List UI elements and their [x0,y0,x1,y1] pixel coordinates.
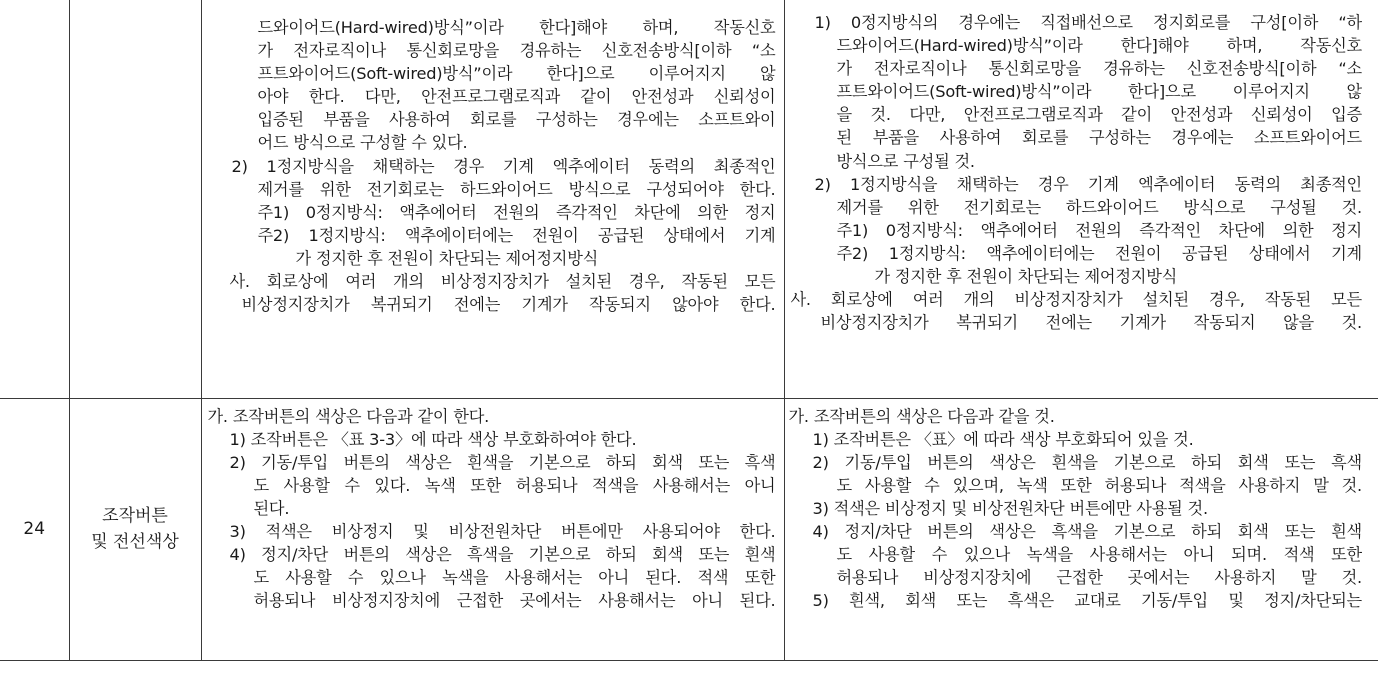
current-text-cell [201,0,784,398]
text-line: 제거를 위한 전기회로는 하드와이어드 방식으로 구성되어야 한다. [257,179,776,199]
text-line: 3) 적색은 비상정지 및 비상전원차단 버튼에만 사용되어야 한다. [229,521,776,541]
item-title-cell [69,0,201,398]
text-line: 2) 1정지방식을 채택하는 경우 기계 엑추에이터 동력의 최종적인 [814,174,1362,194]
text-line: 가 전자로직이나 통신회로망을 경유하는 신호전송방식[이하 “소 [257,41,776,61]
item-title-line: 및 전선색상 [91,532,179,552]
text-line: 주2) 1정지방식: 액추에이터에는 전원이 공급된 상태에서 기계 [257,225,776,245]
text-line: 프트와이어드(Soft-wired)방식”이라 한다]으로 이루어지지 않 [836,82,1362,102]
text-line: 4) 정지/차단 버튼의 색상은 흑색을 기본으로 하되 회색 또는 흰색 [812,521,1362,541]
text-line: 가 정지한 후 전원이 차단되는 제어정지방식 [295,248,599,268]
text-line: 도 사용할 수 있다. 녹색 또한 허용되나 적색을 사용해서는 아니 [253,475,776,495]
revised-text-cell [784,398,1378,660]
text-line: 가. 조작버튼의 색상은 다음과 같을 것. [788,406,1055,426]
text-line: 입증된 부품을 사용하여 회로를 구성하는 경우에는 소프트와이 [257,110,776,130]
text-line: 아야 한다. 다만, 안전프로그램로직과 같이 안전성과 신뢰성이 [257,87,776,107]
text-line: 5) 흰색, 회색 또는 흑색은 교대로 기동/투입 및 정지/차단되는 [812,591,1362,611]
item-number-cell [0,0,69,398]
text-line: 1) 조작버튼은 〈표 3-3〉에 따라 색상 부호화하여야 한다. [229,429,637,449]
text-line: 사. 회로상에 여러 개의 비상정지장치가 설치된 경우, 작동된 모든 [790,290,1362,310]
text-line: 사. 회로상에 여러 개의 비상정지장치가 설치된 경우, 작동된 모든 [229,272,776,292]
text-line: 어드 방식으로 구성할 수 있다. [257,133,468,153]
text-line: 허용되나 비상정지장치에 근접한 곳에서는 사용하지 말 것. [836,568,1362,588]
item-number: 24 [23,519,46,539]
current-text-cell [201,398,784,660]
text-line: 을 것. 다만, 안전프로그램로직과 같이 안전성과 신뢰성이 입증 [836,105,1362,125]
text-line: 주1) 0정지방식: 액추에어터 전원의 즉각적인 차단에 의한 정지 [257,202,776,222]
text-line: 허용되나 비상정지장치에 근접한 곳에서는 사용해서는 아니 된다. [253,591,776,611]
text-line: 도 사용할 수 있으나 녹색을 사용해서는 아니 되며. 적색 또한 [836,545,1362,565]
table-row [0,398,1378,660]
text-line: 제거를 위한 전기회로는 하드와이어드 방식으로 구성될 것. [836,197,1362,217]
item-number-cell [0,398,69,660]
text-line: 비상정지장치가 복귀되기 전에는 기계가 작동되지 않을 것. [820,313,1362,333]
text-line: 된다. [253,498,290,518]
text-line: 1) 조작버튼은 〈표〉에 따라 색상 부호화되어 있을 것. [812,429,1194,449]
text-line: 주1) 0정지방식: 액추에어터 전원의 즉각적인 차단에 의한 정지 [836,220,1362,240]
text-line: 프트와이어드(Soft-wired)방식”이라 한다]으로 이루어지지 않 [257,64,776,84]
text-line: 4) 정지/차단 버튼의 색상은 흑색을 기본으로 하되 회색 또는 흰색 [229,545,776,565]
text-line: 가 전자로직이나 통신회로망을 경유하는 신호전송방식[이하 “소 [836,59,1362,79]
text-line: 드와이어드(Hard-wired)방식”이라 한다]해야 하며, 작동신호 [257,18,776,37]
item-title-cell [69,398,201,660]
text-line: 드와이어드(Hard-wired)방식”이라 한다]해야 하며, 작동신호 [836,36,1362,56]
item-title-line: 조작버튼 [102,506,168,526]
text-line: 주2) 1정지방식: 액추에이터에는 전원이 공급된 상태에서 기계 [836,243,1362,263]
text-line: 2) 1정지방식을 채택하는 경우 기계 엑추에이터 동력의 최종적인 [231,156,776,176]
text-line: 비상정지장치가 복귀되기 전에는 기계가 작동되지 않아야 한다. [241,295,776,315]
text-line: 2) 기동/투입 버튼의 색상은 흰색을 기본으로 하되 회색 또는 흑색 [229,452,776,472]
text-line: 도 사용할 수 있으나 녹색을 사용해서는 아니 된다. 적색 또한 [253,568,776,588]
text-line: 가 정지한 후 전원이 차단되는 제어정지방식 [874,267,1178,287]
text-line: 방식으로 구성될 것. [836,151,975,171]
text-line: 2) 기동/투입 버튼의 색상은 흰색을 기본으로 하되 회색 또는 흑색 [812,452,1362,472]
text-line: 가. 조작버튼의 색상은 다음과 같이 한다. [207,406,490,426]
text-line: 3) 적색은 비상정지 및 비상전원차단 버튼에만 사용될 것. [812,498,1208,518]
text-line: 1) 0정지방식의 경우에는 직접배선으로 정지회로를 구성[이하 “하 [814,13,1362,32]
text-line: 된 부품을 사용하여 회로를 구성하는 경우에는 소프트와이어드 [836,128,1362,148]
text-line: 도 사용할 수 있으며, 녹색 또한 허용되나 적색을 사용하지 말 것. [836,475,1362,495]
revised-text-cell [784,0,1378,398]
